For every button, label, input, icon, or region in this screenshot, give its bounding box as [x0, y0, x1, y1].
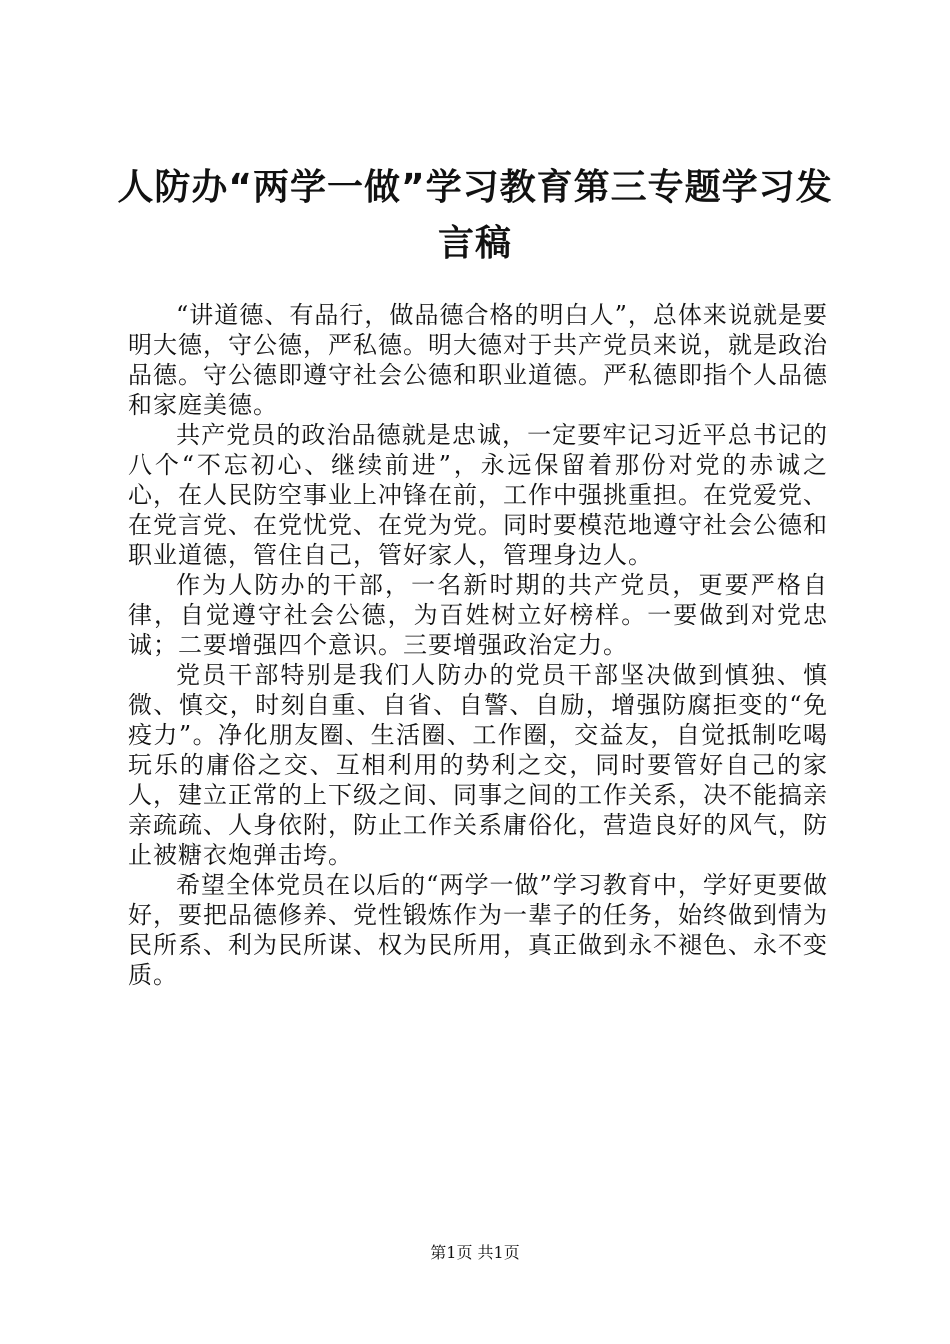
- paragraph: 共产党员的政治品德就是忠诚，一定要牢记习近平总书记的八个“不忘初心、继续前进”，永远保留着那份对党的赤诚之心，在人民防空事业上冲锋在前，工作中强挑重担。在党爱党、在党言党、在党忧党、在党为党。同时要模范地遵守社会公德和职业道德，管住自己，管好家人，管理身边人。: [128, 421, 828, 569]
- document-title: 人防办“两学一做”学习教育第三专题学习发言稿: [117, 167, 833, 264]
- document-body: [128, 300, 828, 990]
- page-footer: 第1页 共1页: [430, 1243, 520, 1262]
- paragraph: 党员干部特别是我们人防办的党员干部坚决做到慎独、慎微、慎交，时刻自重、自省、自警、自励，增强防腐拒变的“免疫力”。净化朋友圈、生活圈、工作圈，交益友，自觉抵制吃喝玩乐的庸俗之交、互相利用的势利之交，同时要管好自己的家人，建立正常的上下级之间、同事之间的工作关系，决不能搞亲亲疏疏、人身依附，防止工作关系庸俗化，营造良好的风气，防止被糖衣炮弹击垮。: [128, 661, 828, 869]
- paragraph: 希望全体党员在以后的“两学一做”学习教育中，学好更要做好，要把品德修养、党性锻炼作为一辈子的任务，始终做到情为民所系、利为民所谋、权为民所用，真正做到永不褪色、永不变质。: [128, 871, 828, 989]
- paragraph: “讲道德、有品行，做品德合格的明白人”，总体来说就是要明大德，守公德，严私德。明大德对于共产党员来说，就是政治品德。守公德即遵守社会公德和职业道德。严私德即指个人品德和家庭美德。: [128, 301, 828, 419]
- paragraph: 作为人防办的干部，一名新时期的共产党员，更要严格自律，自觉遵守社会公德，为百姓树立好榜样。一要做到对党忠诚；二要增强四个意识。三要增强政治定力。: [128, 571, 828, 659]
